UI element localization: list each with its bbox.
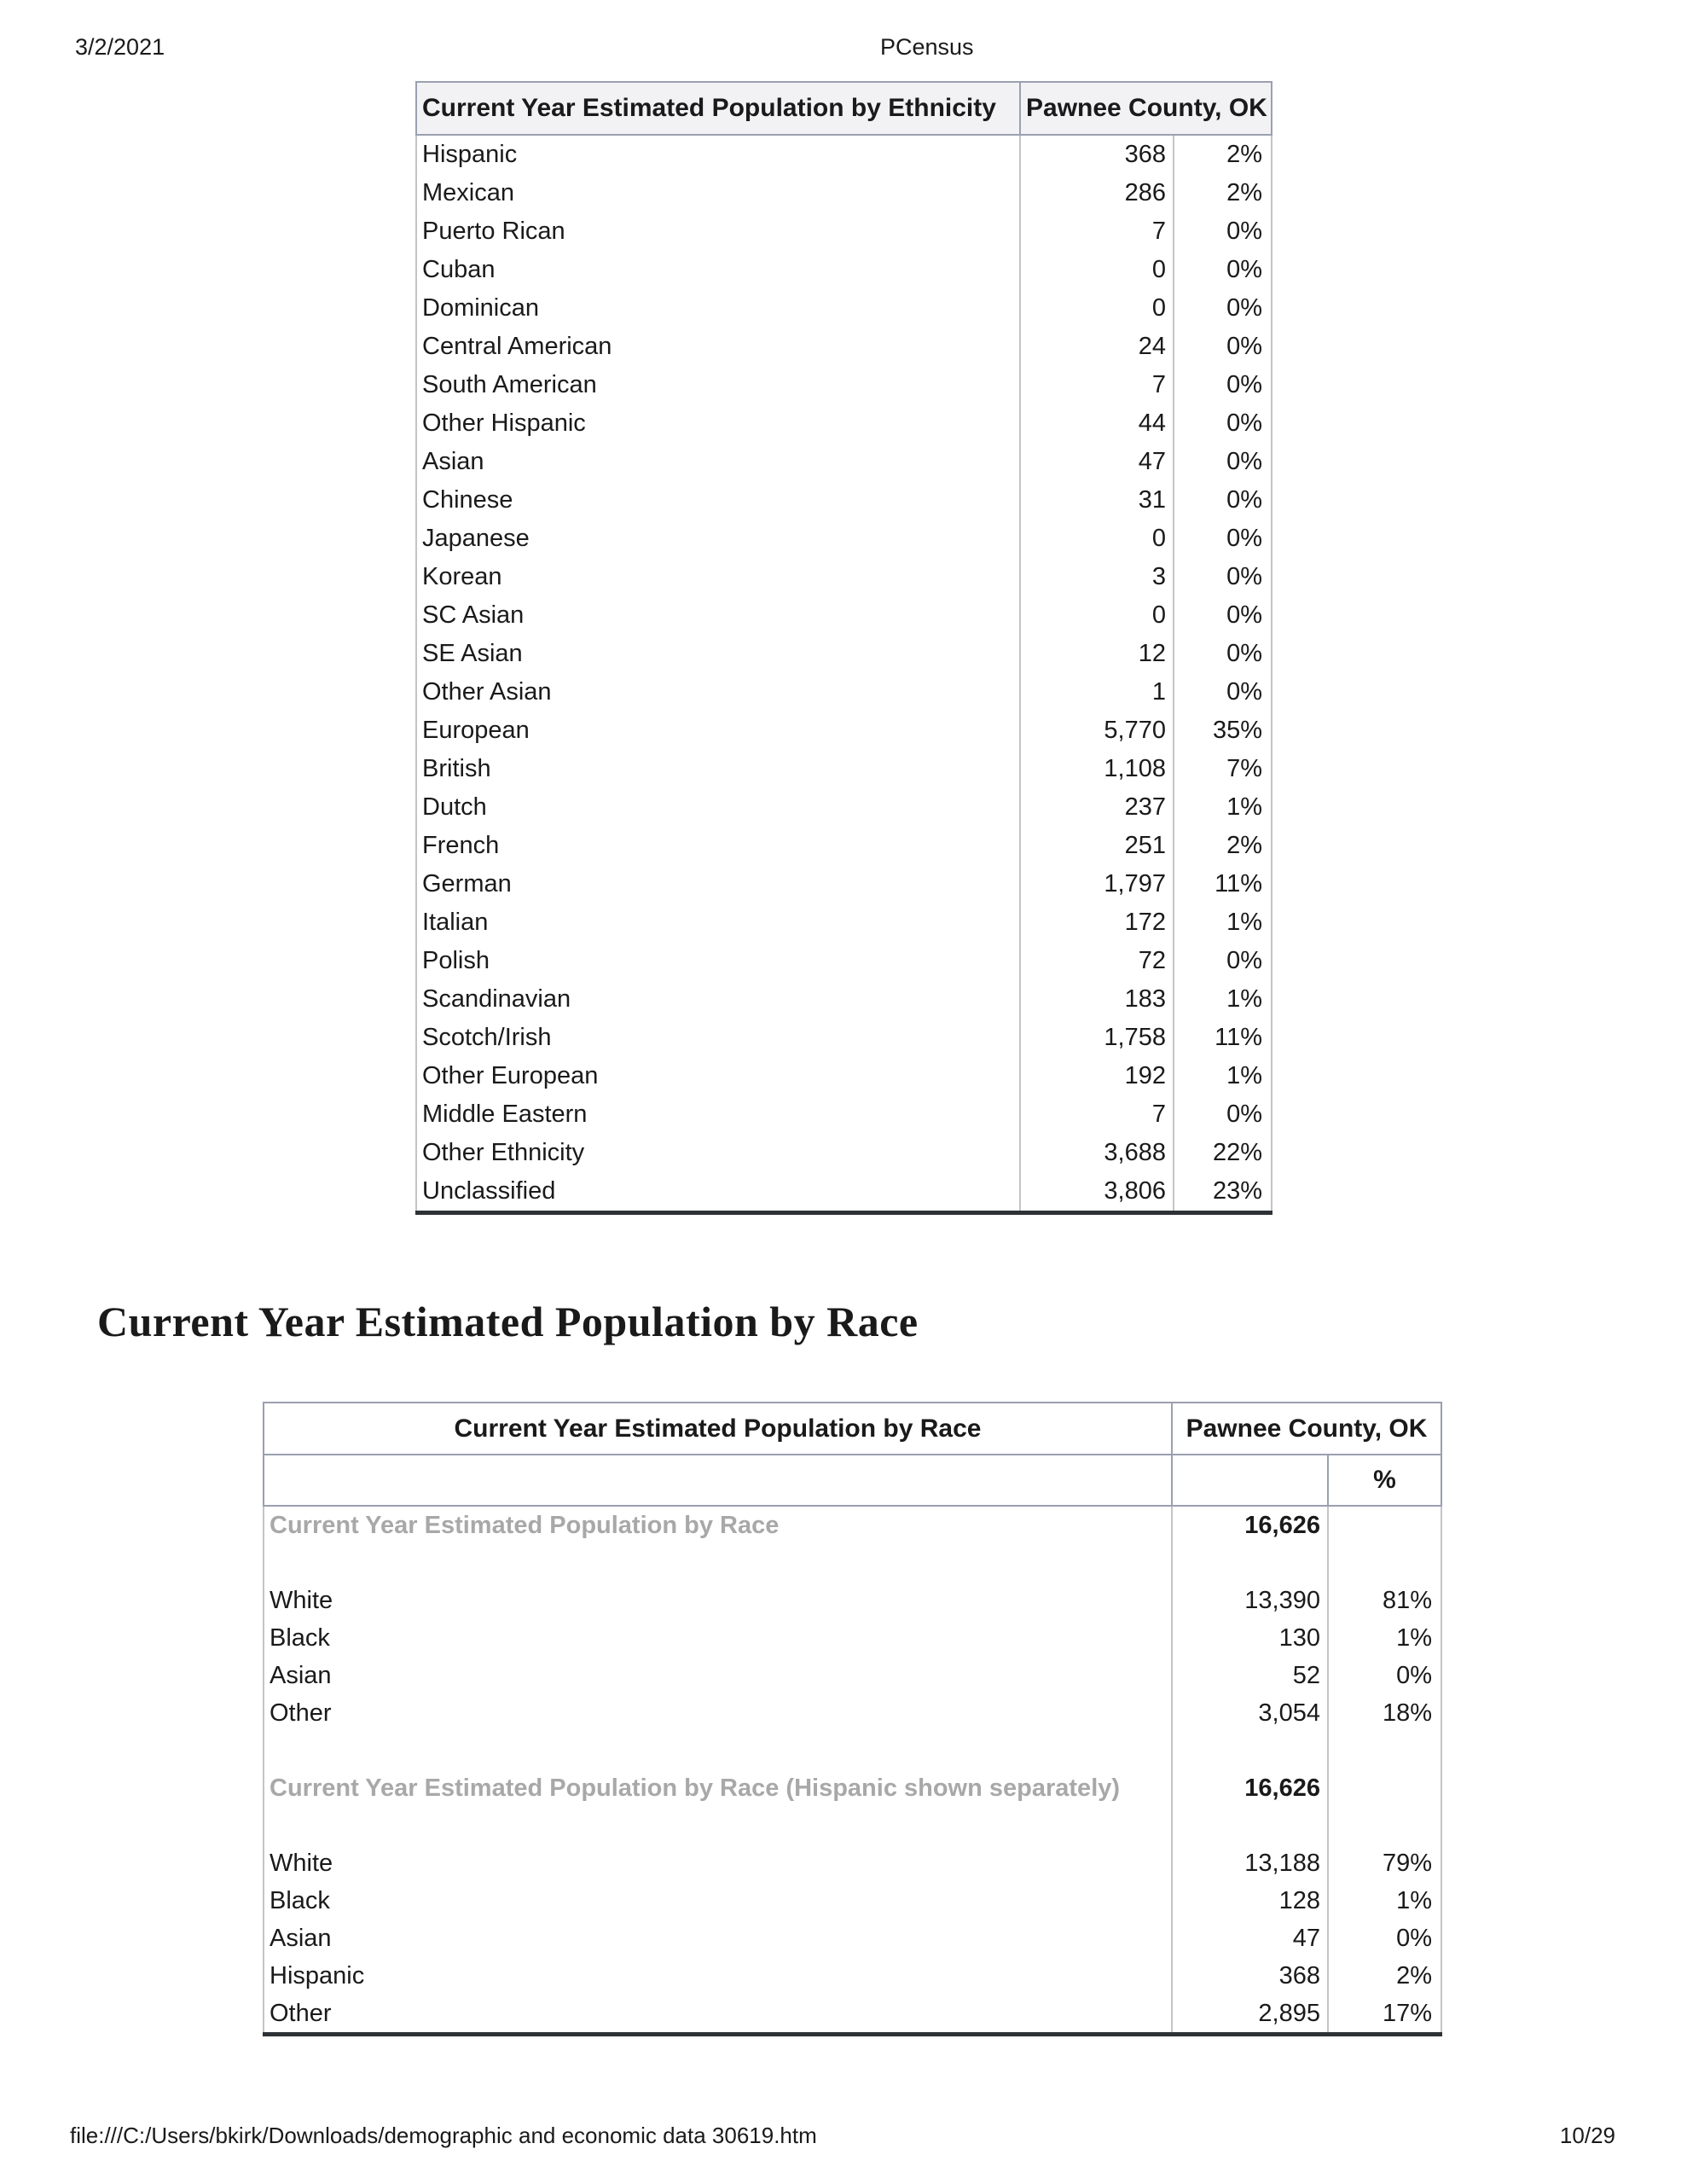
table-row [416, 366, 1272, 404]
value-cell: 7 [1020, 212, 1174, 251]
percent-cell: 2% [1174, 174, 1272, 212]
table-row [416, 328, 1272, 366]
race-table-region: Pawnee County, OK [1172, 1403, 1441, 1455]
value-cell: 0 [1020, 520, 1174, 558]
label-cell: British [416, 750, 1020, 788]
label-cell: Black [264, 1619, 1172, 1657]
value-cell: 1,108 [1020, 750, 1174, 788]
percent-cell: 0% [1174, 366, 1272, 404]
value-cell: 16,626 [1172, 1506, 1328, 1544]
label-cell [264, 1544, 1172, 1582]
label-cell: German [416, 865, 1020, 903]
label-cell: Other Hispanic [416, 404, 1020, 443]
percent-cell: 1% [1328, 1619, 1441, 1657]
table-row [264, 1694, 1441, 1732]
value-cell: 24 [1020, 328, 1174, 366]
race-table [263, 1402, 1442, 2036]
ethnicity-table-body [416, 135, 1272, 1213]
percent-cell: 11% [1174, 1019, 1272, 1057]
ethnicity-table-header [416, 82, 1272, 135]
percent-cell: 79% [1328, 1844, 1441, 1882]
percent-cell: 1% [1328, 1882, 1441, 1920]
table-row [416, 289, 1272, 328]
table-row [416, 903, 1272, 942]
race-percent-header: % [1328, 1455, 1441, 1506]
table-row [264, 1844, 1441, 1882]
percent-cell [1328, 1544, 1441, 1582]
label-cell: Black [264, 1882, 1172, 1920]
table-row [264, 1882, 1441, 1920]
label-cell: SC Asian [416, 596, 1020, 635]
label-cell: SE Asian [416, 635, 1020, 673]
value-cell: 1,797 [1020, 865, 1174, 903]
label-cell: European [416, 712, 1020, 750]
race-subheader-empty-value [1172, 1455, 1328, 1506]
label-cell: Central American [416, 328, 1020, 366]
table-row [416, 750, 1272, 788]
percent-cell: 0% [1174, 251, 1272, 289]
label-cell: Other Asian [416, 673, 1020, 712]
percent-cell: 2% [1174, 135, 1272, 174]
value-cell: 16,626 [1172, 1769, 1328, 1807]
percent-cell: 0% [1174, 404, 1272, 443]
table-row [416, 520, 1272, 558]
percent-cell: 17% [1328, 1995, 1441, 2035]
value-cell: 0 [1020, 596, 1174, 635]
percent-cell: 18% [1328, 1694, 1441, 1732]
label-cell: Japanese [416, 520, 1020, 558]
table-row [264, 1619, 1441, 1657]
percent-cell: 0% [1174, 289, 1272, 328]
percent-cell: 0% [1174, 328, 1272, 366]
value-cell: 0 [1020, 289, 1174, 328]
table-row [416, 135, 1272, 174]
page-title: Current Year Estimated Population by Race [97, 1298, 919, 1345]
value-cell: 368 [1172, 1957, 1328, 1995]
value-cell: 0 [1020, 251, 1174, 289]
print-date: 3/2/2021 [75, 34, 165, 60]
table-row [416, 443, 1272, 481]
table-row [416, 251, 1272, 289]
value-cell: 31 [1020, 481, 1174, 520]
value-cell: 3,688 [1020, 1134, 1174, 1172]
percent-cell: 22% [1174, 1134, 1272, 1172]
value-cell: 237 [1020, 788, 1174, 827]
value-cell [1172, 1807, 1328, 1844]
table-row [264, 1544, 1441, 1582]
percent-cell: 35% [1174, 712, 1272, 750]
table-row [416, 1172, 1272, 1213]
percent-cell: 1% [1174, 788, 1272, 827]
percent-cell: 0% [1174, 520, 1272, 558]
table-row [416, 1134, 1272, 1172]
table-row [416, 712, 1272, 750]
table-row [264, 1732, 1441, 1769]
table-row [264, 1506, 1441, 1544]
value-cell: 183 [1020, 980, 1174, 1019]
value-cell: 44 [1020, 404, 1174, 443]
percent-cell: 0% [1174, 635, 1272, 673]
label-cell: White [264, 1582, 1172, 1619]
value-cell: 3,806 [1020, 1172, 1174, 1213]
value-cell: 251 [1020, 827, 1174, 865]
percent-cell: 0% [1328, 1657, 1441, 1694]
value-cell: 47 [1020, 443, 1174, 481]
percent-cell: 0% [1174, 481, 1272, 520]
percent-cell: 0% [1174, 1095, 1272, 1134]
value-cell: 72 [1020, 942, 1174, 980]
label-cell: Mexican [416, 174, 1020, 212]
table-row [416, 596, 1272, 635]
ethnicity-table-title: Current Year Estimated Population by Ethnicity [416, 82, 1020, 135]
table-row [416, 980, 1272, 1019]
percent-cell: 0% [1174, 212, 1272, 251]
race-table-header [264, 1403, 1441, 1506]
label-cell: Puerto Rican [416, 212, 1020, 251]
value-cell: 128 [1172, 1882, 1328, 1920]
label-cell: Other [264, 1694, 1172, 1732]
table-row [416, 827, 1272, 865]
table-row [264, 1995, 1441, 2035]
race-table-title: Current Year Estimated Population by Race [264, 1403, 1172, 1455]
footer-page-number: 10/29 [1559, 2123, 1615, 2148]
label-cell: Cuban [416, 251, 1020, 289]
percent-cell: 0% [1328, 1920, 1441, 1957]
value-cell: 130 [1172, 1619, 1328, 1657]
table-row [264, 1769, 1441, 1807]
ethnicity-table-region: Pawnee County, OK [1020, 82, 1272, 135]
table-row [416, 174, 1272, 212]
value-cell: 3 [1020, 558, 1174, 596]
race-subheader-row [264, 1455, 1441, 1506]
label-cell: Hispanic [416, 135, 1020, 174]
table-row [416, 212, 1272, 251]
percent-cell [1328, 1769, 1441, 1807]
percent-cell: 2% [1328, 1957, 1441, 1995]
value-cell: 47 [1172, 1920, 1328, 1957]
label-cell: Other [264, 1995, 1172, 2035]
app-title: PCensus [880, 34, 974, 60]
label-cell: Other Ethnicity [416, 1134, 1020, 1172]
label-cell: Current Year Estimated Population by Race (Hispanic shown separately) [264, 1769, 1172, 1807]
label-cell: Asian [416, 443, 1020, 481]
value-cell: 13,390 [1172, 1582, 1328, 1619]
value-cell: 286 [1020, 174, 1174, 212]
label-cell: Asian [264, 1657, 1172, 1694]
ethnicity-header-row [416, 82, 1272, 135]
label-cell: Italian [416, 903, 1020, 942]
value-cell: 192 [1020, 1057, 1174, 1095]
percent-cell: 1% [1174, 980, 1272, 1019]
value-cell [1172, 1732, 1328, 1769]
percent-cell: 1% [1174, 1057, 1272, 1095]
label-cell: Current Year Estimated Population by Race [264, 1506, 1172, 1544]
value-cell: 7 [1020, 366, 1174, 404]
label-cell [264, 1732, 1172, 1769]
label-cell: Unclassified [416, 1172, 1020, 1213]
percent-cell [1328, 1732, 1441, 1769]
label-cell: Asian [264, 1920, 1172, 1957]
percent-cell: 0% [1174, 558, 1272, 596]
table-row [416, 404, 1272, 443]
table-row [416, 1095, 1272, 1134]
table-row [416, 1019, 1272, 1057]
label-cell: French [416, 827, 1020, 865]
percent-cell: 81% [1328, 1582, 1441, 1619]
ethnicity-table [415, 81, 1272, 1215]
label-cell: South American [416, 366, 1020, 404]
percent-cell: 0% [1174, 942, 1272, 980]
percent-cell: 0% [1174, 443, 1272, 481]
percent-cell: 0% [1174, 596, 1272, 635]
table-row [264, 1807, 1441, 1844]
table-row [416, 942, 1272, 980]
value-cell: 368 [1020, 135, 1174, 174]
table-row [264, 1582, 1441, 1619]
percent-cell: 7% [1174, 750, 1272, 788]
table-row [416, 635, 1272, 673]
value-cell: 12 [1020, 635, 1174, 673]
percent-cell: 23% [1174, 1172, 1272, 1213]
footer-file-path: file:///C:/Users/bkirk/Downloads/demographic and economic data 30619.htm [70, 2123, 817, 2148]
value-cell: 7 [1020, 1095, 1174, 1134]
value-cell [1172, 1544, 1328, 1582]
label-cell: Scotch/Irish [416, 1019, 1020, 1057]
table-row [264, 1657, 1441, 1694]
value-cell: 5,770 [1020, 712, 1174, 750]
race-header-row [264, 1403, 1441, 1455]
percent-cell: 11% [1174, 865, 1272, 903]
label-cell: Dutch [416, 788, 1020, 827]
value-cell: 52 [1172, 1657, 1328, 1694]
label-cell: Korean [416, 558, 1020, 596]
value-cell: 3,054 [1172, 1694, 1328, 1732]
percent-cell [1328, 1506, 1441, 1544]
table-row [264, 1957, 1441, 1995]
value-cell: 13,188 [1172, 1844, 1328, 1882]
label-cell: Other European [416, 1057, 1020, 1095]
table-row [416, 673, 1272, 712]
label-cell: Scandinavian [416, 980, 1020, 1019]
percent-cell: 0% [1174, 673, 1272, 712]
value-cell: 172 [1020, 903, 1174, 942]
value-cell: 2,895 [1172, 1995, 1328, 2035]
table-row [264, 1920, 1441, 1957]
percent-cell [1328, 1807, 1441, 1844]
label-cell: Dominican [416, 289, 1020, 328]
value-cell: 1 [1020, 673, 1174, 712]
percent-cell: 1% [1174, 903, 1272, 942]
race-subheader-empty-label [264, 1455, 1172, 1506]
table-row [416, 1057, 1272, 1095]
value-cell: 1,758 [1020, 1019, 1174, 1057]
race-table-body [264, 1506, 1441, 2035]
table-row [416, 481, 1272, 520]
label-cell: Middle Eastern [416, 1095, 1020, 1134]
label-cell: Hispanic [264, 1957, 1172, 1995]
table-row [416, 558, 1272, 596]
label-cell: Polish [416, 942, 1020, 980]
table-row [416, 788, 1272, 827]
label-cell: White [264, 1844, 1172, 1882]
table-row [416, 865, 1272, 903]
label-cell: Chinese [416, 481, 1020, 520]
percent-cell: 2% [1174, 827, 1272, 865]
label-cell [264, 1807, 1172, 1844]
